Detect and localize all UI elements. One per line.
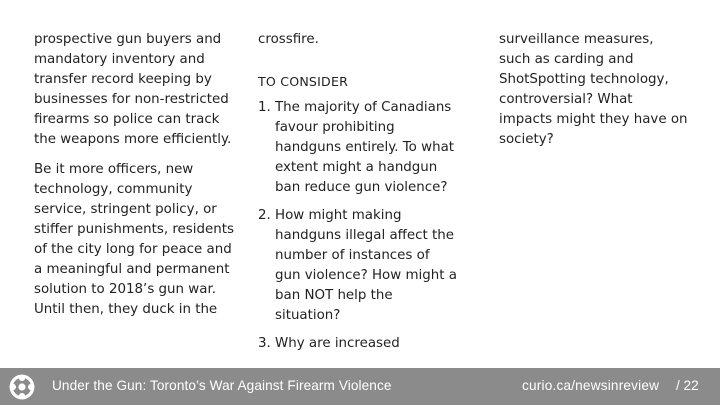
question-text: How might making handguns illegal affect the number of instances of gun violence? How might a ban NOT help the situation? xyxy=(275,208,457,323)
footer-url[interactable]: curio.ca/newsinreview xyxy=(522,378,660,393)
footer-bar xyxy=(0,368,720,405)
question-item xyxy=(258,206,458,326)
question-number: 3. xyxy=(258,336,271,351)
page-number: / 22 xyxy=(676,378,699,393)
question-number: 2. xyxy=(258,208,271,223)
question-number: 1. xyxy=(258,100,271,115)
column-1-paragraph-1: prospective gun buyers and mandatory inventory and transfer record keeping by businesses for non-restricted firearms so police can track the weapons more efficiently. xyxy=(34,32,232,147)
column-2-intro: crossfire. xyxy=(258,32,319,47)
question-item xyxy=(258,334,458,354)
column-2 xyxy=(258,30,458,362)
column-1 xyxy=(34,30,240,330)
to-consider-heading: TO CONSIDER xyxy=(258,74,349,89)
question-text: Why are increased xyxy=(275,336,400,351)
question-text: The majority of Canadians favour prohibiting handguns entirely. To what extent might a handgun ban reduce gun violence? xyxy=(275,100,455,195)
column-3-paragraph: surveillance measures, such as carding and ShotSpotting technology, controversial? What impacts might they have on society? xyxy=(499,32,688,147)
column-1-paragraph-2: Be it more officers, new technology, community service, stringent policy, or stiffer punishments, residents of the city long for peace and a meaningful and permanent solution to 2018’s gun war. Until then, they duck in the xyxy=(34,162,234,317)
question-item xyxy=(258,98,458,198)
question-list xyxy=(258,98,458,354)
footer-title: Under the Gun: Toronto’s War Against Firearm Violence xyxy=(52,378,392,393)
cbc-gem-logo-icon xyxy=(8,373,36,401)
column-3 xyxy=(499,30,689,160)
